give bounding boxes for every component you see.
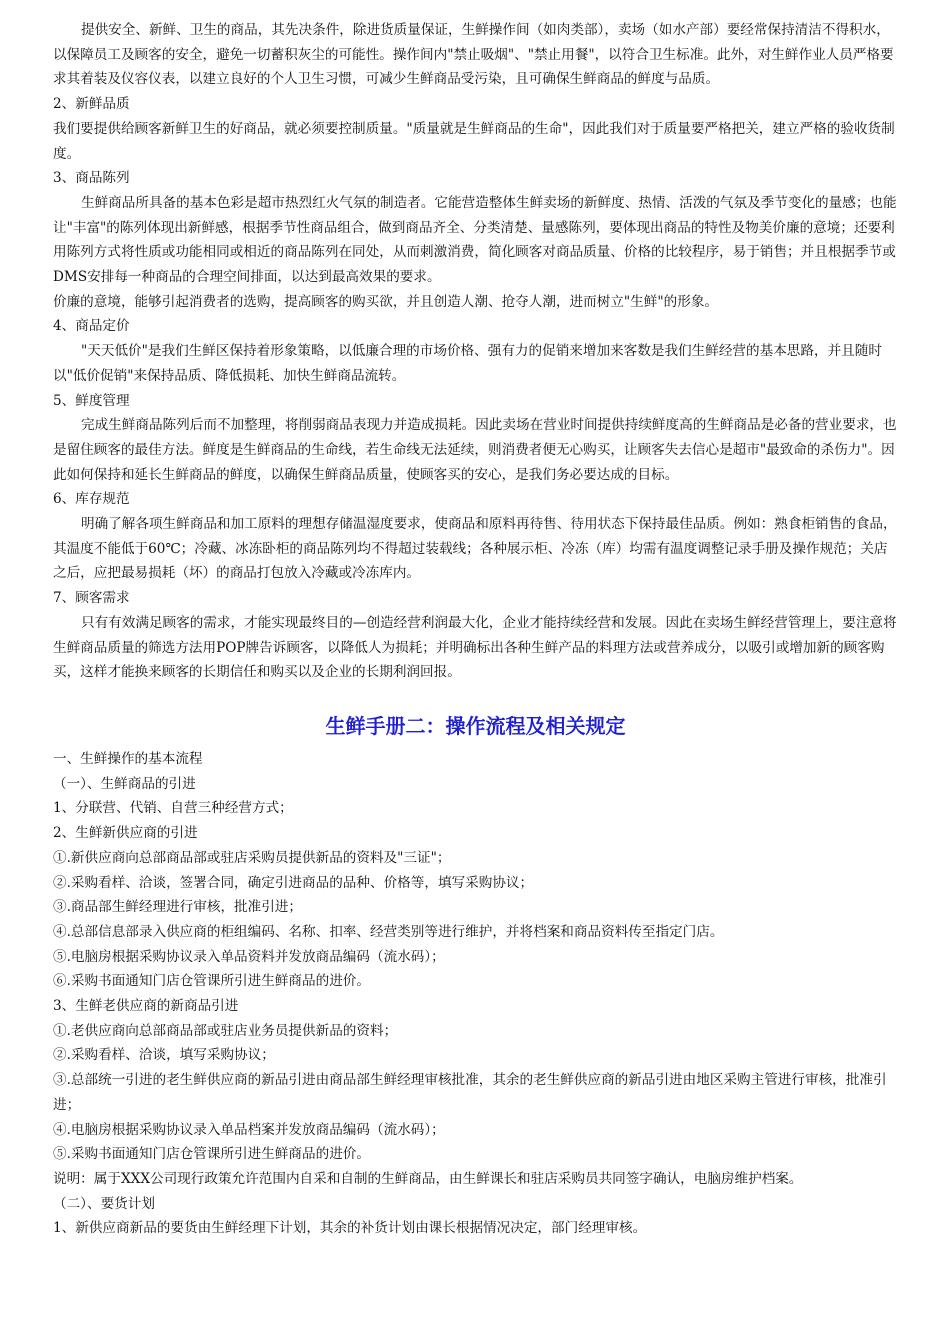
section-heading: 6、库存规范: [53, 491, 130, 508]
flow-line: （二）、要货计划: [53, 1195, 155, 1212]
flow-line: 说明：属于XXX公司现行政策允许范围内自采和自制的生鲜商品，由生鲜课长和驻店采购员共同签字确认，电脑房维护档案。: [53, 1170, 803, 1187]
body-paragraph: 只有有效满足顾客的需求，才能实现最终目的—创造经营利润最大化，企业才能持续经营和发展。因此在卖场生鲜经营管理上，要注意将生鲜商品质量的筛选方法用POP牌告诉顾客，以降低人为损耗；并明确标出各种生鲜产品的料理方法或营养成分，以吸引或增加新的顾客购买，这样才能换来顾客的长期信任和购买以及企业的长期利润回报。: [53, 614, 897, 681]
section-heading: 7、顾客需求: [53, 590, 130, 607]
flow-line: 一、生鲜操作的基本流程: [53, 750, 203, 767]
flow-line: 1、分联营、代销、自营三种经营方式；: [53, 800, 293, 817]
flow-line: ③.总部统一引进的老生鲜供应商的新品引进由商品部生鲜经理审核批准，其余的老生鲜供应商的新品引进由地区采购主管进行审核，批准引进；: [53, 1072, 887, 1113]
flow-line: 2、生鲜新供应商的引进: [53, 825, 198, 842]
body-paragraph: 明确了解各项生鲜商品和加工原料的理想存储温湿度要求，使商品和原料再待售、待用状态下保持最佳品质。例如：熟食柜销售的食品，其温度不能低于60℃；冷藏、冰冻卧柜的商品陈列均不得超过装载线；各种展示柜、冷冻（库）均需有温度调整记录手册及操作规范；关店之后，应把最易损耗（坏）的商品打包放入冷藏或冷冻库内。: [53, 516, 897, 582]
flow-line: 1、新供应商新品的要货由生鲜经理下计划，其余的补货计划由课长根据情况决定，部门经理审核。: [53, 1220, 647, 1237]
flow-line: ②.采购看样、洽谈，签署合同，确定引进商品的品种、价格等，填写采购协议；: [53, 874, 534, 891]
flow-line: ④.总部信息部录入供应商的柜组编码、名称、扣率、经营类别等进行维护，并将档案和商品资料传至指定门店。: [53, 923, 724, 940]
flow-line: ⑤.电脑房根据采购协议录入单品资料并发放商品编码（流水码）；: [53, 948, 445, 965]
section-operation-flow: [53, 747, 898, 1241]
document-page: [53, 18, 898, 1241]
flow-line: ⑥.采购书面通知门店仓管课所引进生鲜商品的进价。: [53, 973, 370, 990]
body-paragraph: "天天低价"是我们生鲜区保持着形象策略，以低廉合理的市场价格、强有力的促销来增加来客数是我们生鲜经营的基本思路，并且随时以"低价促销"来保持品质、降低损耗、加快生鲜商品流转。: [53, 343, 882, 384]
section-heading: 2、新鲜品质: [53, 96, 130, 113]
section-heading: 5、鲜度管理: [53, 392, 130, 409]
manual-title: 生鲜手册二：操作流程及相关规定: [325, 713, 626, 738]
flow-line: ①.老供应商向总部商品部或驻店业务员提供新品的资料；: [53, 1022, 398, 1039]
flow-line: ④.电脑房根据采购协议录入单品档案并发放商品编码（流水码）；: [53, 1121, 445, 1138]
section-heading: 3、商品陈列: [53, 170, 130, 187]
section-heading: 价廉的意境，能够引起消费者的选购，提高顾客的购买欲，并且创造人潮、抢夺人潮，进而树立"生鲜"的形象。: [53, 293, 719, 310]
section-heading: 我们要提供给顾客新鲜卫生的好商品，就必须要控制质量。"质量就是生鲜商品的生命"，因此我们对于质量要严格把关，建立严格的验收货制度。: [53, 120, 895, 162]
body-paragraph: 生鲜商品所具备的基本色彩是超市热烈红火气氛的制造者。它能营造整体生鲜卖场的新鲜度、热情、活泼的气氛及季节变化的量感；也能让"丰富"的陈列体现出新鲜感，根据季节性商品组合，做到商品齐全、分类清楚、量感陈列，要体现出商品的特性及物美价廉的意境；还要利用陈列方式将性质或功能相同或相近的商品陈列在同处，从而刺激消费，简化顾客对商品质量、价格的比较程序，易于销售；并且根据季节或DMS安排每一种商品的合理空间排面，以达到最高效果的要求。: [53, 194, 897, 286]
flow-line: ②.采购看样、洽谈，填写采购协议；: [53, 1047, 275, 1064]
section-fresh-principles: [53, 18, 898, 685]
section-heading: 4、商品定价: [53, 318, 130, 335]
flow-line: ⑤.采购书面通知门店仓管课所引进生鲜商品的进价。: [53, 1146, 370, 1163]
flow-line: ①.新供应商向总部商品部或驻店采购员提供新品的资料及"三证"；: [53, 849, 451, 866]
flow-line: （一）、生鲜商品的引进: [53, 775, 196, 792]
body-paragraph: 完成生鲜商品陈列后而不加整理，将削弱商品表现力并造成损耗。因此卖场在营业时间提供持续鲜度高的生鲜商品是必备的营业要求，也是留住顾客的最佳方法。鲜度是生鲜商品的生命线，若生命线无法延续，则消费者便无心购买，让顾客失去信心是超市"最致命的杀伤力"。因此如何保持和延长生鲜商品的鲜度，以确保生鲜商品质量，使顾客买的安心，是我们务必要达成的目标。: [53, 417, 897, 483]
flow-line: 3、生鲜老供应商的新商品引进: [53, 998, 239, 1015]
body-paragraph: 提供安全、新鲜、卫生的商品，其先决条件，除进货质量保证，生鲜操作间（如肉类部），卖场（如水产部）要经常保持清洁不得积水，以保障员工及顾客的安全，避免一切蓄积灰尘的可能性。操作间内"禁止吸烟"、"禁止用餐"，以符合卫生标准。此外，对生鲜作业人员严格要求其着装及仪容仪表，以建立良好的个人卫生习惯，可减少生鲜商品受污染，且可确保生鲜商品的鲜度与品质。: [53, 22, 894, 88]
flow-line: ③.商品部生鲜经理进行审核，批准引进；: [53, 899, 303, 916]
